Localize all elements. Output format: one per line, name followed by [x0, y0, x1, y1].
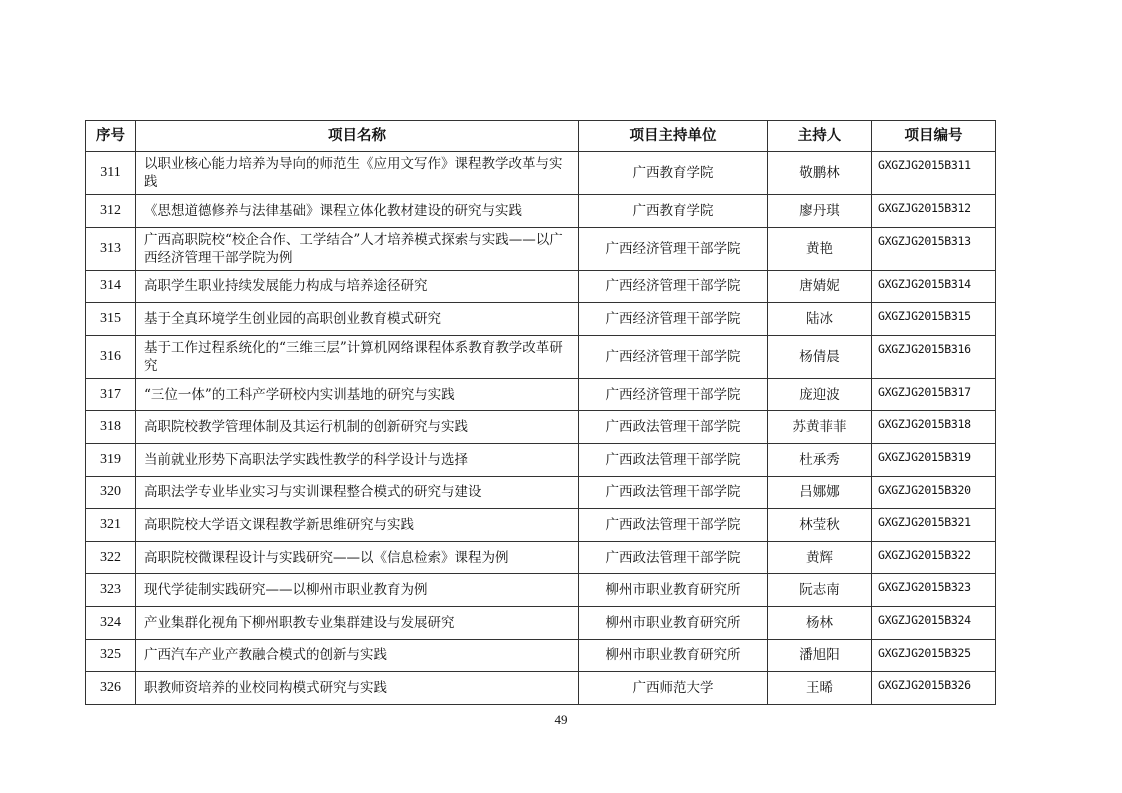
cell-serial-number: 323	[86, 574, 136, 607]
cell-serial-number: 325	[86, 639, 136, 672]
cell-project-code: GXGZJG2015B326	[872, 672, 996, 705]
cell-host-unit: 广西教育学院	[579, 152, 768, 195]
cell-host-person: 黄艳	[768, 227, 872, 270]
cell-host-unit: 柳州市职业教育研究所	[579, 574, 768, 607]
cell-project-code: GXGZJG2015B318	[872, 411, 996, 444]
cell-project-code: GXGZJG2015B317	[872, 378, 996, 411]
cell-host-person: 廖丹琪	[768, 195, 872, 228]
table-row	[86, 195, 996, 228]
table-row	[86, 227, 996, 270]
header-host-person: 主持人	[768, 121, 872, 152]
cell-project-code: GXGZJG2015B320	[872, 476, 996, 509]
cell-project-code: GXGZJG2015B323	[872, 574, 996, 607]
cell-project-name: 高职院校教学管理体制及其运行机制的创新研究与实践	[136, 411, 579, 444]
cell-project-name: 当前就业形势下高职法学实践性教学的科学设计与选择	[136, 443, 579, 476]
cell-host-person: 王晞	[768, 672, 872, 705]
cell-host-unit: 广西政法管理干部学院	[579, 443, 768, 476]
cell-host-person: 吕娜娜	[768, 476, 872, 509]
table-row	[86, 270, 996, 303]
cell-serial-number: 311	[86, 152, 136, 195]
cell-serial-number: 319	[86, 443, 136, 476]
cell-project-name: 基于全真环境学生创业园的高职创业教育模式研究	[136, 303, 579, 336]
table-row	[86, 443, 996, 476]
cell-serial-number: 321	[86, 509, 136, 542]
table-row	[86, 152, 996, 195]
cell-project-name: 产业集群化视角下柳州职教专业集群建设与发展研究	[136, 606, 579, 639]
cell-serial-number: 312	[86, 195, 136, 228]
cell-host-person: 唐婧妮	[768, 270, 872, 303]
cell-host-unit: 广西经济管理干部学院	[579, 270, 768, 303]
cell-host-unit: 广西政法管理干部学院	[579, 541, 768, 574]
cell-project-name: 以职业核心能力培养为导向的师范生《应用文写作》课程教学改革与实践	[136, 152, 579, 195]
cell-project-name: 《思想道德修养与法律基础》课程立体化教材建设的研究与实践	[136, 195, 579, 228]
cell-project-code: GXGZJG2015B325	[872, 639, 996, 672]
cell-project-name: 职教师资培养的业校同构模式研究与实践	[136, 672, 579, 705]
cell-project-code: GXGZJG2015B311	[872, 152, 996, 195]
cell-host-person: 陆冰	[768, 303, 872, 336]
cell-project-name: 广西高职院校“校企合作、工学结合”人才培养模式探索与实践——以广西经济管理干部学院为例	[136, 227, 579, 270]
header-host-unit: 项目主持单位	[579, 121, 768, 152]
table-row	[86, 639, 996, 672]
cell-project-code: GXGZJG2015B321	[872, 509, 996, 542]
header-serial-number: 序号	[86, 121, 136, 152]
cell-project-code: GXGZJG2015B314	[872, 270, 996, 303]
table-row	[86, 411, 996, 444]
cell-serial-number: 316	[86, 335, 136, 378]
cell-serial-number: 320	[86, 476, 136, 509]
cell-host-unit: 广西教育学院	[579, 195, 768, 228]
cell-host-unit: 广西政法管理干部学院	[579, 476, 768, 509]
project-table	[85, 120, 996, 705]
cell-project-name: 高职法学专业毕业实习与实训课程整合模式的研究与建设	[136, 476, 579, 509]
cell-serial-number: 326	[86, 672, 136, 705]
cell-host-person: 苏黄菲菲	[768, 411, 872, 444]
table-row	[86, 335, 996, 378]
cell-host-unit: 广西师范大学	[579, 672, 768, 705]
table-row	[86, 606, 996, 639]
cell-host-person: 敬鹏林	[768, 152, 872, 195]
cell-project-name: 高职学生职业持续发展能力构成与培养途径研究	[136, 270, 579, 303]
cell-project-code: GXGZJG2015B312	[872, 195, 996, 228]
cell-project-name: 高职院校微课程设计与实践研究——以《信息检索》课程为例	[136, 541, 579, 574]
table-header-row	[86, 121, 996, 152]
table-row	[86, 672, 996, 705]
cell-project-code: GXGZJG2015B322	[872, 541, 996, 574]
cell-host-person: 潘旭阳	[768, 639, 872, 672]
cell-project-name: 广西汽车产业产教融合模式的创新与实践	[136, 639, 579, 672]
project-table-container	[85, 120, 995, 705]
cell-host-unit: 广西经济管理干部学院	[579, 335, 768, 378]
cell-host-unit: 广西政法管理干部学院	[579, 411, 768, 444]
cell-serial-number: 315	[86, 303, 136, 336]
table-row	[86, 541, 996, 574]
cell-host-person: 杨林	[768, 606, 872, 639]
header-project-code: 项目编号	[872, 121, 996, 152]
cell-project-code: GXGZJG2015B316	[872, 335, 996, 378]
cell-host-person: 杜承秀	[768, 443, 872, 476]
cell-host-person: 林莹秋	[768, 509, 872, 542]
cell-serial-number: 318	[86, 411, 136, 444]
cell-project-name: “三位一体”的工科产学研校内实训基地的研究与实践	[136, 378, 579, 411]
table-row	[86, 574, 996, 607]
cell-serial-number: 313	[86, 227, 136, 270]
cell-project-name: 现代学徒制实践研究——以柳州市职业教育为例	[136, 574, 579, 607]
table-row	[86, 378, 996, 411]
cell-host-person: 庞迎波	[768, 378, 872, 411]
cell-project-name: 基于工作过程系统化的“三维三层”计算机网络课程体系教育教学改革研究	[136, 335, 579, 378]
cell-host-person: 杨倩晨	[768, 335, 872, 378]
table-row	[86, 509, 996, 542]
cell-host-person: 阮志南	[768, 574, 872, 607]
cell-project-code: GXGZJG2015B319	[872, 443, 996, 476]
cell-project-code: GXGZJG2015B315	[872, 303, 996, 336]
cell-serial-number: 317	[86, 378, 136, 411]
cell-serial-number: 324	[86, 606, 136, 639]
cell-host-unit: 广西政法管理干部学院	[579, 509, 768, 542]
cell-host-person: 黄辉	[768, 541, 872, 574]
cell-serial-number: 314	[86, 270, 136, 303]
header-project-name: 项目名称	[136, 121, 579, 152]
table-row	[86, 476, 996, 509]
page-number: 49	[554, 712, 568, 727]
cell-host-unit: 柳州市职业教育研究所	[579, 606, 768, 639]
cell-project-name: 高职院校大学语文课程教学新思维研究与实践	[136, 509, 579, 542]
cell-serial-number: 322	[86, 541, 136, 574]
cell-host-unit: 广西经济管理干部学院	[579, 378, 768, 411]
cell-project-code: GXGZJG2015B313	[872, 227, 996, 270]
cell-host-unit: 广西经济管理干部学院	[579, 227, 768, 270]
cell-host-unit: 广西经济管理干部学院	[579, 303, 768, 336]
cell-host-unit: 柳州市职业教育研究所	[579, 639, 768, 672]
cell-project-code: GXGZJG2015B324	[872, 606, 996, 639]
table-row	[86, 303, 996, 336]
